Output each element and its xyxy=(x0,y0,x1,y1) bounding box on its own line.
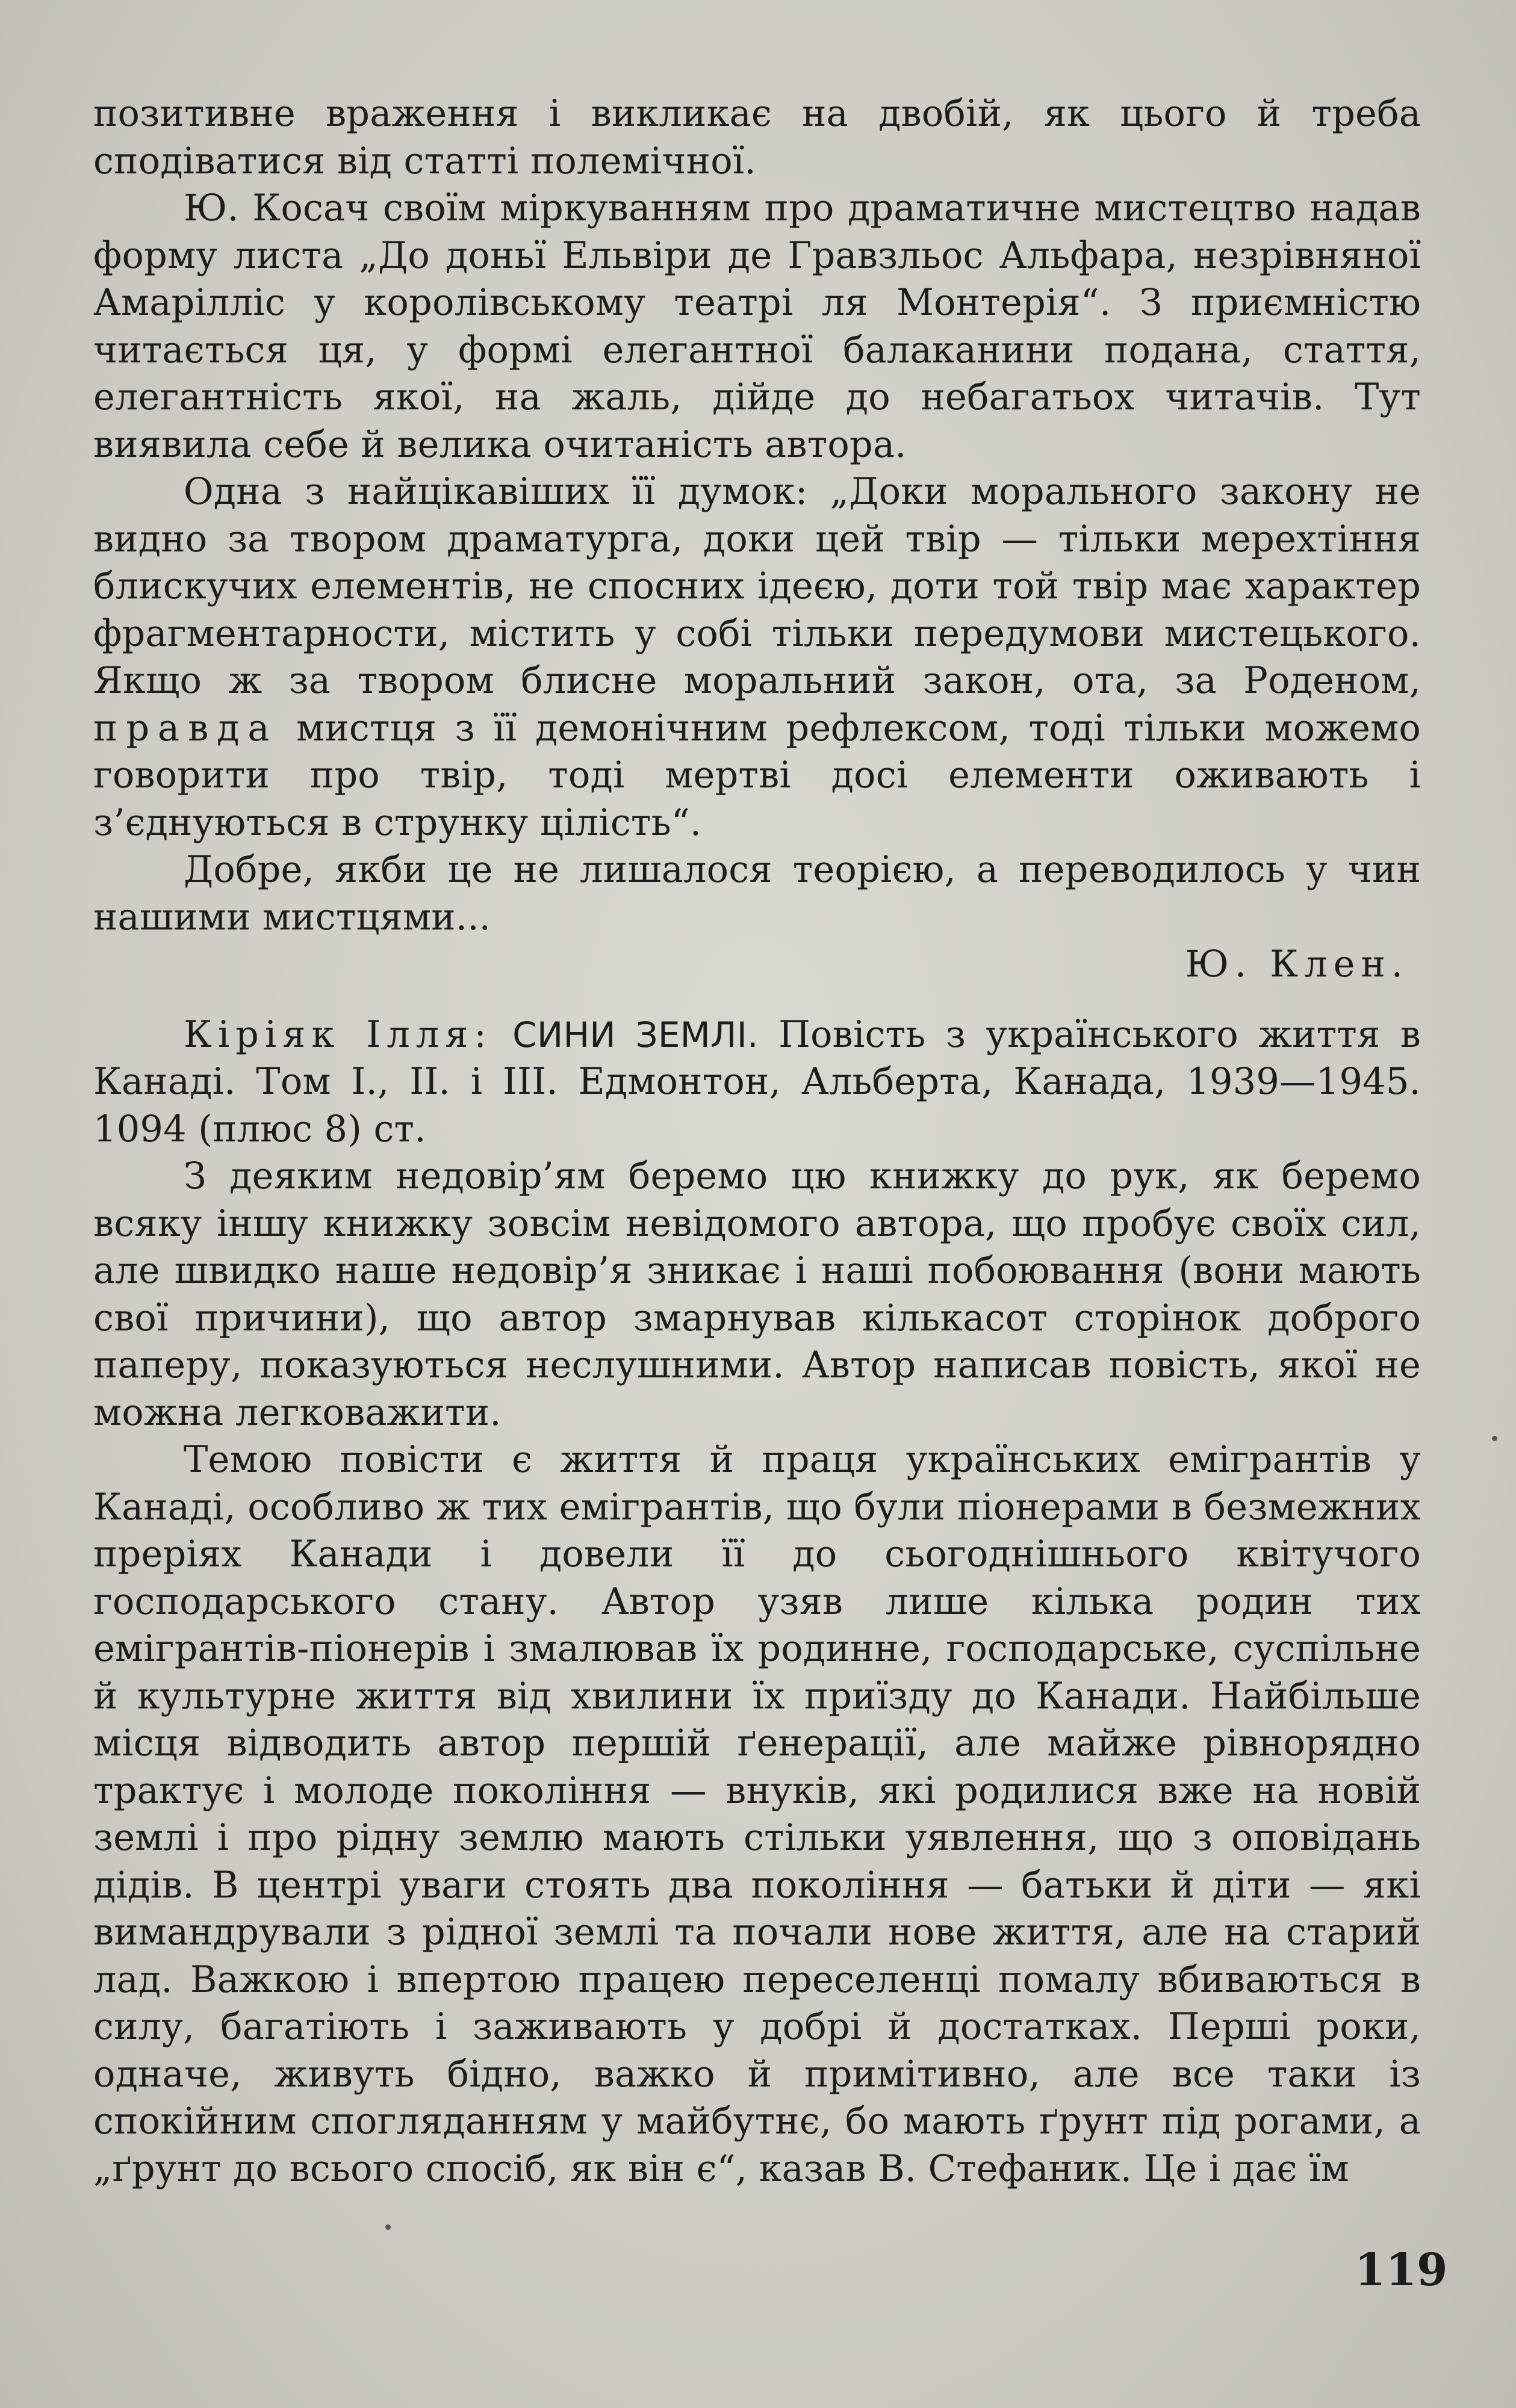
paragraph-6: Темою повісти є життя й праця українських емігрантів у Канаді, особливо ж тих емігрантів, що були піонерами в безмежних преріях Канади і довели її до сьогоднішнього квітучого господарського стану. Автор узяв лише кілька родин тих емігрантів-піонерів і змалював їх родинне, господарське, суспільне й культурне життя від хвилини їх приїзду до Канади. Найбільше місця відводить автор першій ґенерації, але майже рівнорядно трактує і молоде покоління — внуків, які родилися вже на новій землі і про рідну землю мають стільки уявлення, що з оповідань дідів. В центрі уваги стоять два покоління — батьки й діти — які вимандрували з рідної землі та почали нове життя, але на старий лад. Важкою і впертою працею переселенці помалу вбиваються в силу, багатіють і заживають у добрі й достатках. Перші роки, одначе, живуть бідно, важко й примітивно, але все таки із спокійним спогляданням у майбутнє, бо мають ґрунт під рогами, а „ґрунт до всього спосіб, як він є“, казав В. Стефаник. Це і дає їм xyxy=(93,1439,1421,2190)
book-entry-heading xyxy=(93,1011,1421,1153)
print-speck xyxy=(1492,1436,1497,1441)
paragraph-2: Ю. Косач своїм міркуванням про драматичне мистецтво надав форму листа „До доньї Ельвіри де Гравзльос Альфара, незрівняної Амарілліс у королівському театрі ля Монтерія“. З приємністю читається ця, у формі елегантної балаканини подана, стаття, елегантність якої, на жаль, дійде до небагатьох читачів. Тут виявила себе й велика очитаність автора. xyxy=(93,187,1421,466)
paragraph-4-closing xyxy=(93,846,1421,941)
paragraph-1: позитивне враження і викликає на двобій, як цього й треба сподіватися від статті полемічної. xyxy=(93,93,1421,182)
closing-text: Добре, якби це не лишалося теорією, а переводилось у чин нашими мистцями... xyxy=(93,849,1421,939)
review-signature: Ю. Клен. xyxy=(1185,943,1409,985)
quote-text-before: Одна з найцікавіших її думок: „Доки морального закону не видно за твором драматурга, доки цей твір — тільки мерехтіння блискучих елементів, не спосних ідеєю, доти той твір має характер фрагментарности, містить у собі тільки передумови мистецького. Якщо ж за твором блисне моральний закон, ота, за Роденом, xyxy=(93,471,1421,702)
paragraph-3-quote xyxy=(93,468,1421,846)
book-details: Повість з українського життя в Канаді. Том І., ІІ. і ІІІ. Едмонтон, Альберта, Канада, 1939—1945. 1094 (плюс 8) ст. xyxy=(93,1013,1421,1150)
page-number: 119 xyxy=(1355,2244,1448,2296)
quote-text-after: мистця з її демонічним рефлексом, тоді тільки можемо говорити про твір, тоді мертві досі елементи оживають і з’єднуються в струнку цілість“. xyxy=(93,707,1421,844)
page-body xyxy=(93,90,1421,2192)
book-author: Кіріяк Ілля: xyxy=(184,1013,492,1056)
book-title: СИНИ ЗЕМЛІ. xyxy=(512,1014,759,1055)
quote-spaced-word: правда xyxy=(93,707,278,749)
print-speck xyxy=(385,2224,391,2230)
paragraph-5: З деяким недовір’ям беремо цю книжку до рук, як беремо всяку іншу книжку зовсім невідомого автора, що пробує своїх сил, але швидко наше недовір’я зникає і наші побоювання (вони мають свої причини), що автор змарнував кількасот сторінок доброго паперу, показуються неслушними. Автор написав повість, якої не можна легковажити. xyxy=(93,1155,1421,1434)
signature-line xyxy=(93,941,1421,988)
